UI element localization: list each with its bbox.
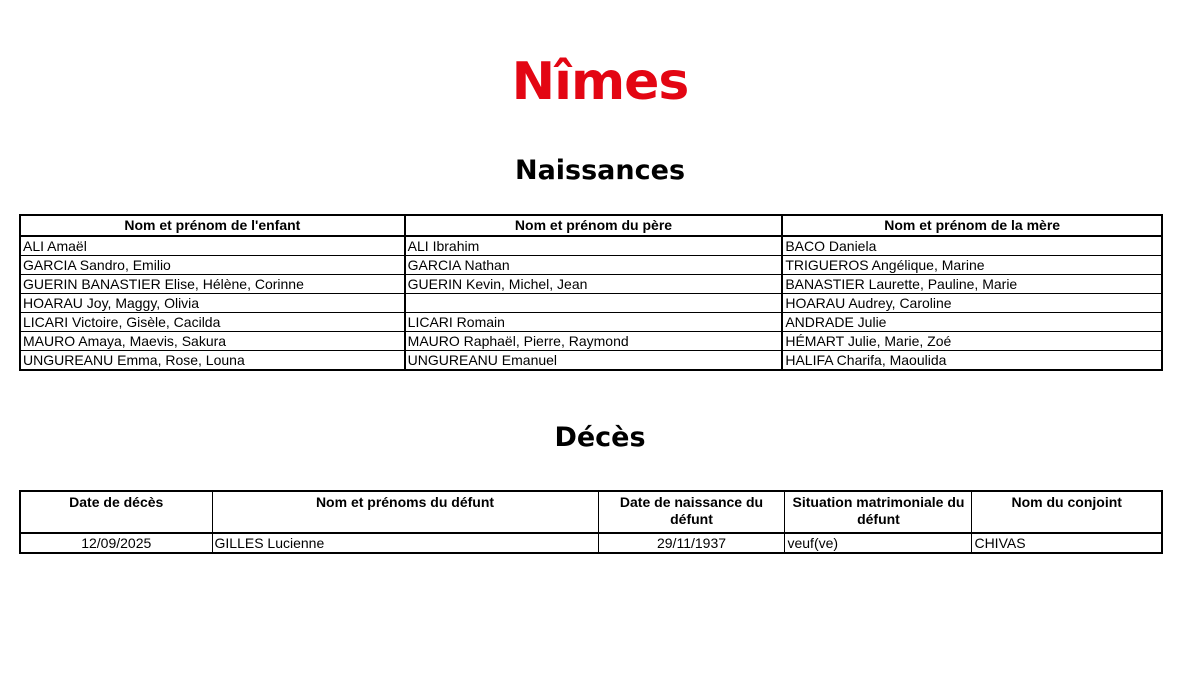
births-section-title: Naissances [514,155,686,186]
child-name-cell: MAURO Amaya, Maevis, Sakura [20,332,405,351]
mother-name-cell: HOARAU Audrey, Caroline [782,294,1162,313]
deaths-section-title: Décès [554,422,646,453]
header-marital-status: Situation matrimoniale du défunt [785,491,972,533]
father-name-cell: GARCIA Nathan [405,256,783,275]
header-mother-name: Nom et prénom de la mère [782,215,1162,236]
father-name-cell: ALI Ibrahim [405,236,783,256]
table-row [20,313,1162,332]
death-date-cell: 12/09/2025 [20,533,212,553]
table-row [20,332,1162,351]
father-name-cell: MAURO Raphaël, Pierre, Raymond [405,332,783,351]
mother-name-cell: ANDRADE Julie [782,313,1162,332]
table-row [20,294,1162,313]
child-name-cell: ALI Amaël [20,236,405,256]
child-name-cell: UNGUREANU Emma, Rose, Louna [20,351,405,371]
table-row [20,351,1162,371]
births-header-row [20,215,1162,236]
marital-status-cell: veuf(ve) [785,533,972,553]
birth-date-cell: 29/11/1937 [598,533,785,553]
father-name-cell [405,294,783,313]
header-birth-date: Date de naissance du défunt [598,491,785,533]
header-death-date: Date de décès [20,491,212,533]
deaths-header-row [20,491,1162,533]
header-child-name: Nom et prénom de l'enfant [20,215,405,236]
child-name-cell: HOARAU Joy, Maggy, Olivia [20,294,405,313]
header-spouse-name: Nom du conjoint [972,491,1162,533]
child-name-cell: GARCIA Sandro, Emilio [20,256,405,275]
births-table [19,214,1163,371]
city-title: Nîmes [511,52,689,112]
father-name-cell: LICARI Romain [405,313,783,332]
spouse-name-cell: CHIVAS [972,533,1162,553]
deceased-name-cell: GILLES Lucienne [212,533,598,553]
father-name-cell: UNGUREANU Emanuel [405,351,783,371]
child-name-cell: LICARI Victoire, Gisèle, Cacilda [20,313,405,332]
table-row [20,533,1162,553]
table-row [20,256,1162,275]
header-father-name: Nom et prénom du père [405,215,783,236]
mother-name-cell: HÉMART Julie, Marie, Zoé [782,332,1162,351]
table-row [20,236,1162,256]
mother-name-cell: BANASTIER Laurette, Pauline, Marie [782,275,1162,294]
header-deceased-name: Nom et prénoms du défunt [212,491,598,533]
child-name-cell: GUERIN BANASTIER Elise, Hélène, Corinne [20,275,405,294]
deaths-table [19,490,1163,554]
father-name-cell: GUERIN Kevin, Michel, Jean [405,275,783,294]
mother-name-cell: HALIFA Charifa, Maoulida [782,351,1162,371]
mother-name-cell: BACO Daniela [782,236,1162,256]
table-row [20,275,1162,294]
mother-name-cell: TRIGUEROS Angélique, Marine [782,256,1162,275]
